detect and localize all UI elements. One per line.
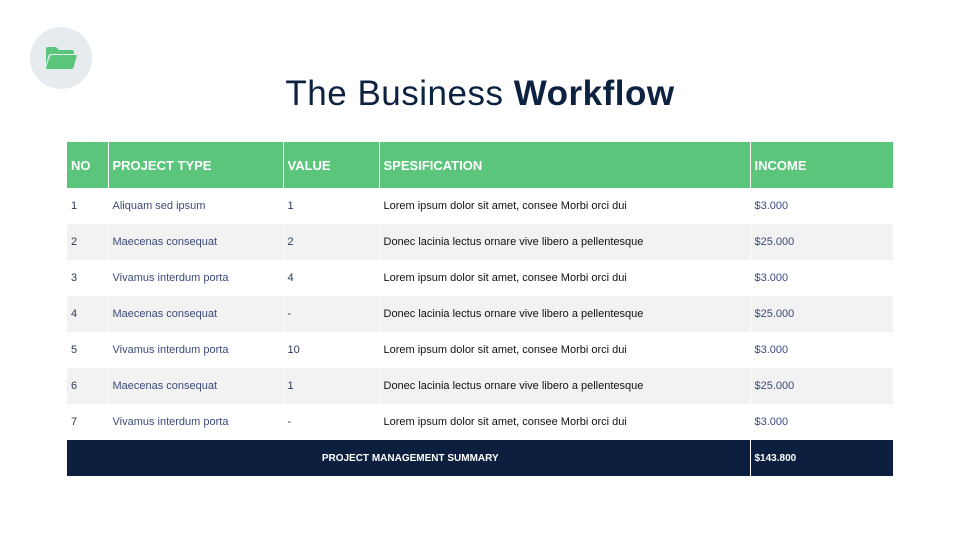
cell-value: 10	[283, 332, 379, 368]
cell-project-type: Vivamus interdum porta	[108, 332, 283, 368]
cell-value: 1	[283, 368, 379, 404]
cell-income: $25.000	[750, 224, 893, 260]
table-row	[67, 332, 893, 368]
cell-value: -	[283, 296, 379, 332]
title-bold: Workflow	[513, 74, 675, 113]
title-regular: The Business	[285, 74, 514, 113]
table-row	[67, 224, 893, 260]
cell-no: 2	[67, 224, 108, 260]
cell-no: 6	[67, 368, 108, 404]
header-no: NO	[67, 142, 108, 188]
cell-income: $3.000	[750, 188, 893, 224]
cell-value: 2	[283, 224, 379, 260]
cell-project-type: Maecenas consequat	[108, 368, 283, 404]
cell-project-type: Maecenas consequat	[108, 296, 283, 332]
cell-spesification: Donec lacinia lectus ornare vive libero a pellentesque	[379, 296, 750, 332]
table-row	[67, 296, 893, 332]
cell-spesification: Donec lacinia lectus ornare vive libero a pellentesque	[379, 224, 750, 260]
header-project-type: PROJECT TYPE	[108, 142, 283, 188]
folder-open-icon	[45, 46, 77, 70]
cell-project-type: Vivamus interdum porta	[108, 260, 283, 296]
cell-no: 5	[67, 332, 108, 368]
cell-no: 3	[67, 260, 108, 296]
workflow-table	[67, 142, 893, 476]
cell-project-type: Aliquam sed ipsum	[108, 188, 283, 224]
table-row	[67, 404, 893, 440]
cell-project-type: Vivamus interdum porta	[108, 404, 283, 440]
cell-income: $3.000	[750, 260, 893, 296]
cell-no: 1	[67, 188, 108, 224]
cell-value: 4	[283, 260, 379, 296]
page-title	[0, 74, 960, 114]
cell-spesification: Lorem ipsum dolor sit amet, consee Morbi orci dui	[379, 260, 750, 296]
table-row	[67, 188, 893, 224]
table-row	[67, 368, 893, 404]
cell-value: -	[283, 404, 379, 440]
cell-no: 7	[67, 404, 108, 440]
cell-income: $3.000	[750, 332, 893, 368]
cell-no: 4	[67, 296, 108, 332]
cell-spesification: Lorem ipsum dolor sit amet, consee Morbi orci dui	[379, 188, 750, 224]
table-row	[67, 260, 893, 296]
table-header-row	[67, 142, 893, 188]
cell-spesification: Lorem ipsum dolor sit amet, consee Morbi orci dui	[379, 404, 750, 440]
cell-project-type: Maecenas consequat	[108, 224, 283, 260]
summary-label: PROJECT MANAGEMENT SUMMARY	[67, 440, 750, 476]
cell-spesification: Lorem ipsum dolor sit amet, consee Morbi orci dui	[379, 332, 750, 368]
header-spesification: SPESIFICATION	[379, 142, 750, 188]
summary-total: $143.800	[750, 440, 893, 476]
cell-spesification: Donec lacinia lectus ornare vive libero a pellentesque	[379, 368, 750, 404]
header-income: INCOME	[750, 142, 893, 188]
cell-income: $25.000	[750, 368, 893, 404]
cell-income: $25.000	[750, 296, 893, 332]
cell-value: 1	[283, 188, 379, 224]
header-value: VALUE	[283, 142, 379, 188]
summary-row	[67, 440, 893, 476]
cell-income: $3.000	[750, 404, 893, 440]
